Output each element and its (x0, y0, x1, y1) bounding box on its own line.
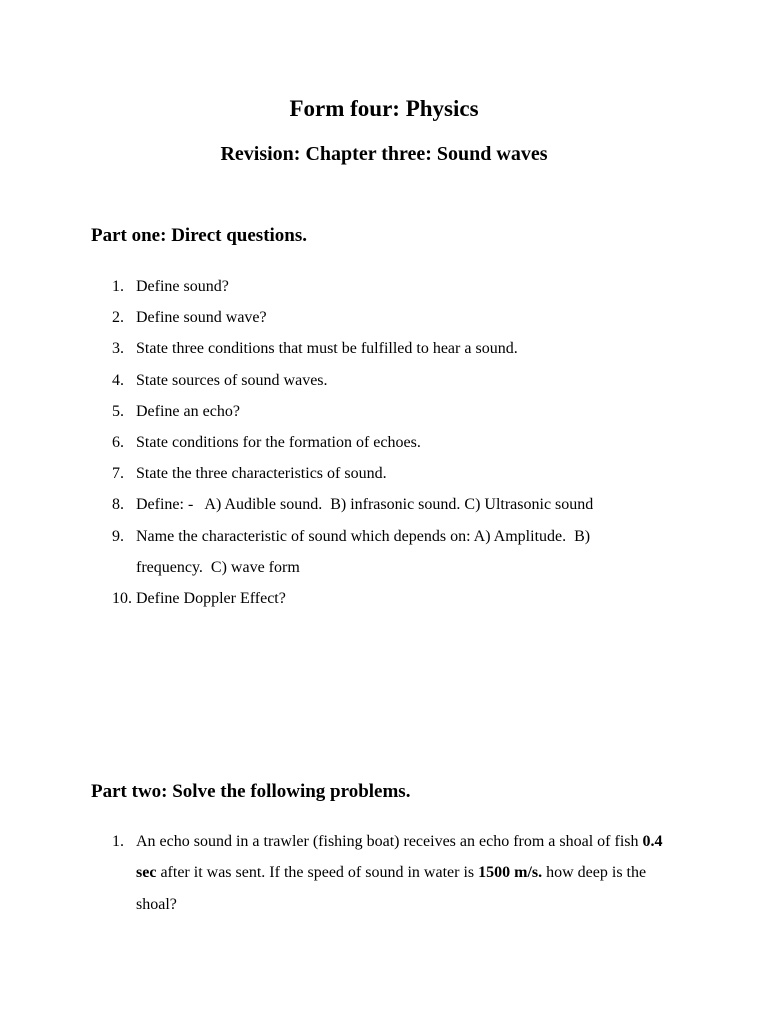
question-text: State the three characteristics of sound. (136, 465, 387, 483)
question-text: Define Doppler Effect? (136, 590, 286, 608)
question-text: Name the characteristic of sound which depends on: A) Amplitude. B) frequency. C) wave form (136, 527, 595, 576)
list-item (0, 458, 768, 489)
question-text: Define sound wave? (136, 309, 267, 327)
question-text: State sources of sound waves. (136, 371, 328, 389)
problem-text (136, 826, 681, 920)
speed-value: 1500 m/s. (478, 864, 543, 882)
part-one-question-list (0, 271, 768, 614)
time-value: 0.4 sec (136, 833, 663, 882)
part-two-problem-list (0, 826, 768, 920)
question-text: Define sound? (136, 278, 229, 295)
part-two-heading: Part two: Solve the following problems. (91, 781, 411, 802)
document-subtitle: Revision: Chapter three: Sound waves (220, 143, 548, 165)
list-item (0, 427, 768, 458)
part-one-heading: Part one: Direct questions. (91, 225, 308, 246)
question-number: 8. (112, 496, 124, 514)
question-number: 6. (112, 434, 124, 452)
question-number: 10. (112, 590, 132, 608)
list-item (0, 489, 768, 520)
question-number: 2. (112, 309, 124, 327)
question-number: 9. (112, 527, 124, 545)
question-number: 3. (112, 340, 124, 358)
question-text: State conditions for the formation of echoes. (136, 434, 421, 452)
question-number: 7. (112, 465, 124, 483)
question-text: Define an echo? (136, 402, 240, 420)
question-text: Define: - A) Audible sound. B) infrasonic sound. C) Ultrasonic sound (136, 496, 594, 514)
list-item (0, 583, 768, 614)
document-title: Form four: Physics (289, 96, 479, 121)
question-number: 4. (112, 371, 124, 389)
list-item (0, 333, 768, 364)
problem-text-part: after it was sent. If the speed of sound in water is (156, 864, 479, 882)
list-item (0, 271, 768, 302)
list-item (0, 521, 768, 583)
list-item (0, 826, 768, 920)
question-number: 5. (112, 402, 124, 420)
list-item (0, 396, 768, 427)
list-item (0, 365, 768, 396)
question-text: State three conditions that must be fulfilled to hear a sound. (136, 340, 518, 358)
problem-number: 1. (112, 833, 124, 850)
problem-text-part: An echo sound in a trawler (fishing boat) receives an echo from a shoal of fish (136, 833, 643, 850)
problem-text-part: how deep is the shoal? (136, 864, 647, 913)
list-item (0, 302, 768, 333)
question-number: 1. (112, 278, 124, 295)
